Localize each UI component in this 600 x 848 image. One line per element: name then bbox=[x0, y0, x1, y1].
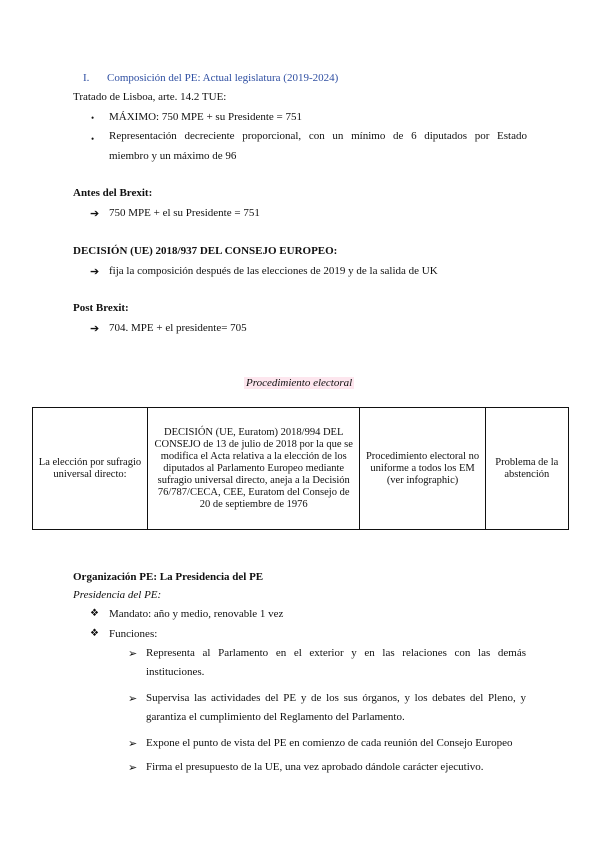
bullet-representation: Representación decreciente proporcional, con un mínimo de 6 diputados por Estado bbox=[109, 130, 527, 142]
decision-item: fija la composición después de las elecciones de 2019 y de la salida de UK bbox=[109, 265, 438, 277]
presidency-subheading: Presidencia del PE: bbox=[73, 589, 162, 601]
diamond-icon: ❖ bbox=[90, 608, 99, 619]
procedure-cell-decision: DECISIÓN (UE, Euratom) 2018/994 DEL CONSEJO de 13 de julio de 2018 por la que se modifica el Acta relativa a la elección de los diputados al Parlamento Europeo mediante sufragio universal directo, aneja a la Decisión 76/787/CECA, CEE, Euratom del Consejo de 20 de septiembre de 1976 bbox=[147, 408, 360, 530]
bullet-representation-cont: miembro y un máximo de 96 bbox=[109, 150, 237, 162]
bullet-icon: • bbox=[91, 134, 95, 144]
function-sign: Firma el presupuesto de la UE, una vez aprobado dándole carácter ejecutivo. bbox=[146, 761, 484, 773]
procedure-cell-abstention: Problema de la abstención bbox=[485, 408, 568, 530]
bullet-maximo: MÁXIMO: 750 MPE + su Presidente = 751 bbox=[109, 111, 302, 123]
chevron-icon: ➢ bbox=[128, 693, 138, 705]
function-expose: Expone el punto de vista del PE en comienzo de cada reunión del Consejo Europeo bbox=[146, 737, 513, 749]
function-supervise-cont: garantiza el cumplimiento del Reglamento del Parlamento. bbox=[146, 711, 405, 723]
section-title: Composición del PE: Actual legislatura (2019-2024) bbox=[107, 72, 339, 84]
chevron-icon: ➢ bbox=[128, 762, 138, 774]
diamond-icon: ❖ bbox=[90, 628, 99, 639]
procedure-cell-election: La elección por sufragio universal directo: bbox=[33, 408, 148, 530]
chevron-icon: ➢ bbox=[128, 648, 138, 660]
decision-heading: DECISIÓN (UE) 2018/937 DEL CONSEJO EUROPEO: bbox=[73, 245, 338, 257]
function-represent-cont: instituciones. bbox=[146, 666, 205, 678]
procedure-table bbox=[32, 407, 569, 530]
chevron-icon: ➢ bbox=[128, 738, 138, 750]
section-numeral: I. bbox=[83, 72, 90, 84]
mandate-item: Mandato: año y medio, renovable 1 vez bbox=[109, 608, 284, 620]
brexit-post-heading: Post Brexit: bbox=[73, 302, 129, 314]
treaty-source: Tratado de Lisboa, arte. 14.2 TUE: bbox=[73, 91, 227, 103]
function-supervise: Supervisa las actividades del PE y de los sus órganos, y los debates del Pleno, y bbox=[146, 692, 526, 704]
functions-label: Funciones: bbox=[109, 628, 158, 640]
arrow-icon: ➔ bbox=[90, 266, 100, 278]
brexit-post-item: 704. MPE + el presidente= 705 bbox=[109, 322, 247, 334]
procedure-title: Procedimiento electoral bbox=[246, 377, 353, 389]
arrow-icon: ➔ bbox=[90, 208, 100, 220]
brexit-before-item: 750 MPE + el su Presidente = 751 bbox=[109, 207, 260, 219]
bullet-icon: • bbox=[91, 113, 95, 123]
organization-heading: Organización PE: La Presidencia del PE bbox=[73, 571, 264, 583]
arrow-icon: ➔ bbox=[90, 323, 100, 335]
function-represent: Representa al Parlamento en el exterior y en las relaciones con las demás bbox=[146, 647, 526, 659]
procedure-cell-non-uniform: Procedimiento electoral no uniforme a todos los EM (ver infographic) bbox=[360, 408, 485, 530]
brexit-before-heading: Antes del Brexit: bbox=[73, 187, 153, 199]
